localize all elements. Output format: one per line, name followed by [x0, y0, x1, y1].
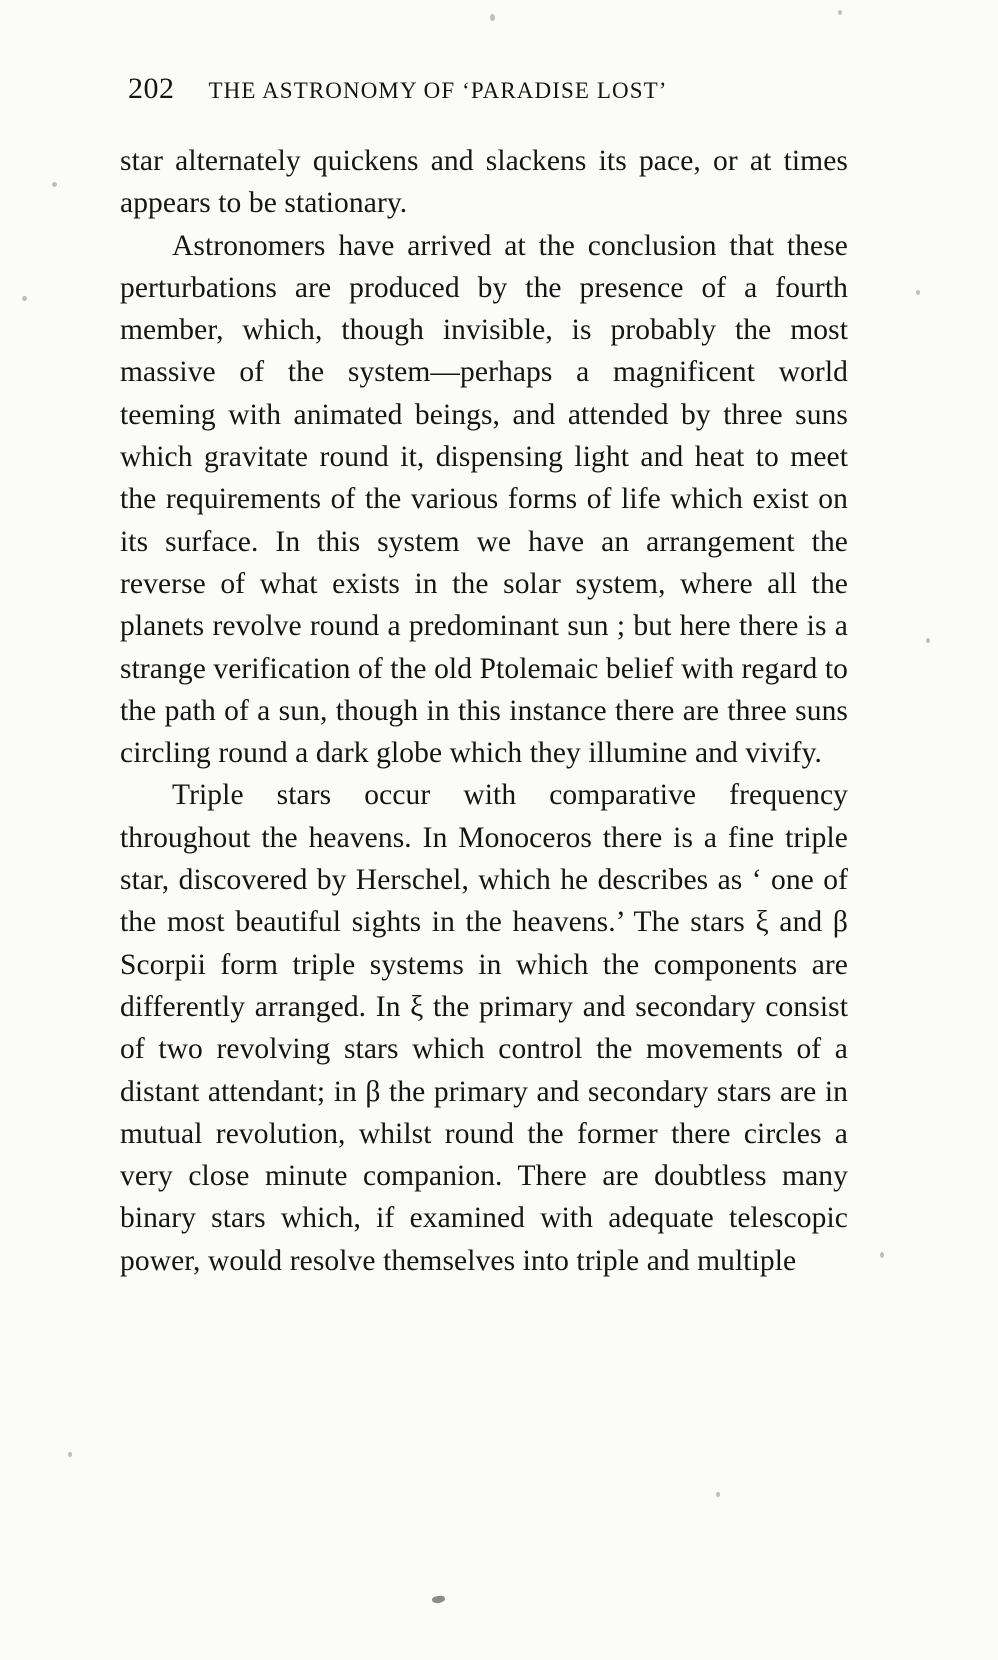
paper-speck: [838, 10, 842, 15]
page-header: [128, 72, 868, 106]
paper-speck: [52, 182, 57, 187]
page-bottom-mark: [432, 1595, 446, 1604]
paper-speck: [22, 296, 27, 301]
paragraph: Triple stars occur with comparative frequency throughout the heavens. In Monoceros there is a fine triple star, discovered by Herschel, which he describes as ‘ one of the most beautiful sights in the heavens.’ The stars ξ and β Scorpii form triple systems in which the components are differently arranged. In ξ the primary and secondary consist of two revolving stars which control the movements of a distant attendant; in β the primary and secondary stars are in mutual revolution, whilst round the former there circles a very close minute companion. There are doubtless many binary stars which, if examined with adequate telescopic power, would resolve themselves into triple and multiple: [120, 779, 848, 1277]
page-body: [120, 140, 848, 1282]
paper-speck: [68, 1452, 72, 1457]
paper-speck: [716, 1492, 720, 1497]
page-number: 202: [128, 72, 175, 105]
running-head: THE ASTRONOMY OF ‘PARADISE LOST’: [208, 78, 668, 103]
paper-speck: [916, 290, 920, 295]
paper-speck: [490, 14, 495, 21]
paper-speck: [880, 1252, 884, 1258]
paragraph: star alternately quickens and slackens its pace, or at times appears to be stationary.: [120, 145, 848, 220]
paper-speck: [926, 638, 930, 643]
paragraph: Astronomers have arrived at the conclusion that these perturbations are produced by the presence of a fourth member, which, though invisible, is probably the most massive of the system—perhaps a magnificent world teeming with animated beings, and attended by three suns which gravitate round it, dispensing light and heat to meet the requirements of the various forms of life which exist on its surface. In this system we have an arrangement the reverse of what exists in the solar system, where all the planets revolve round a predominant sun ; but here there is a strange verification of the old Ptolemaic belief with regard to the path of a sun, though in this instance there are three suns circling round a dark globe which they illumine and vivify.: [120, 229, 848, 770]
